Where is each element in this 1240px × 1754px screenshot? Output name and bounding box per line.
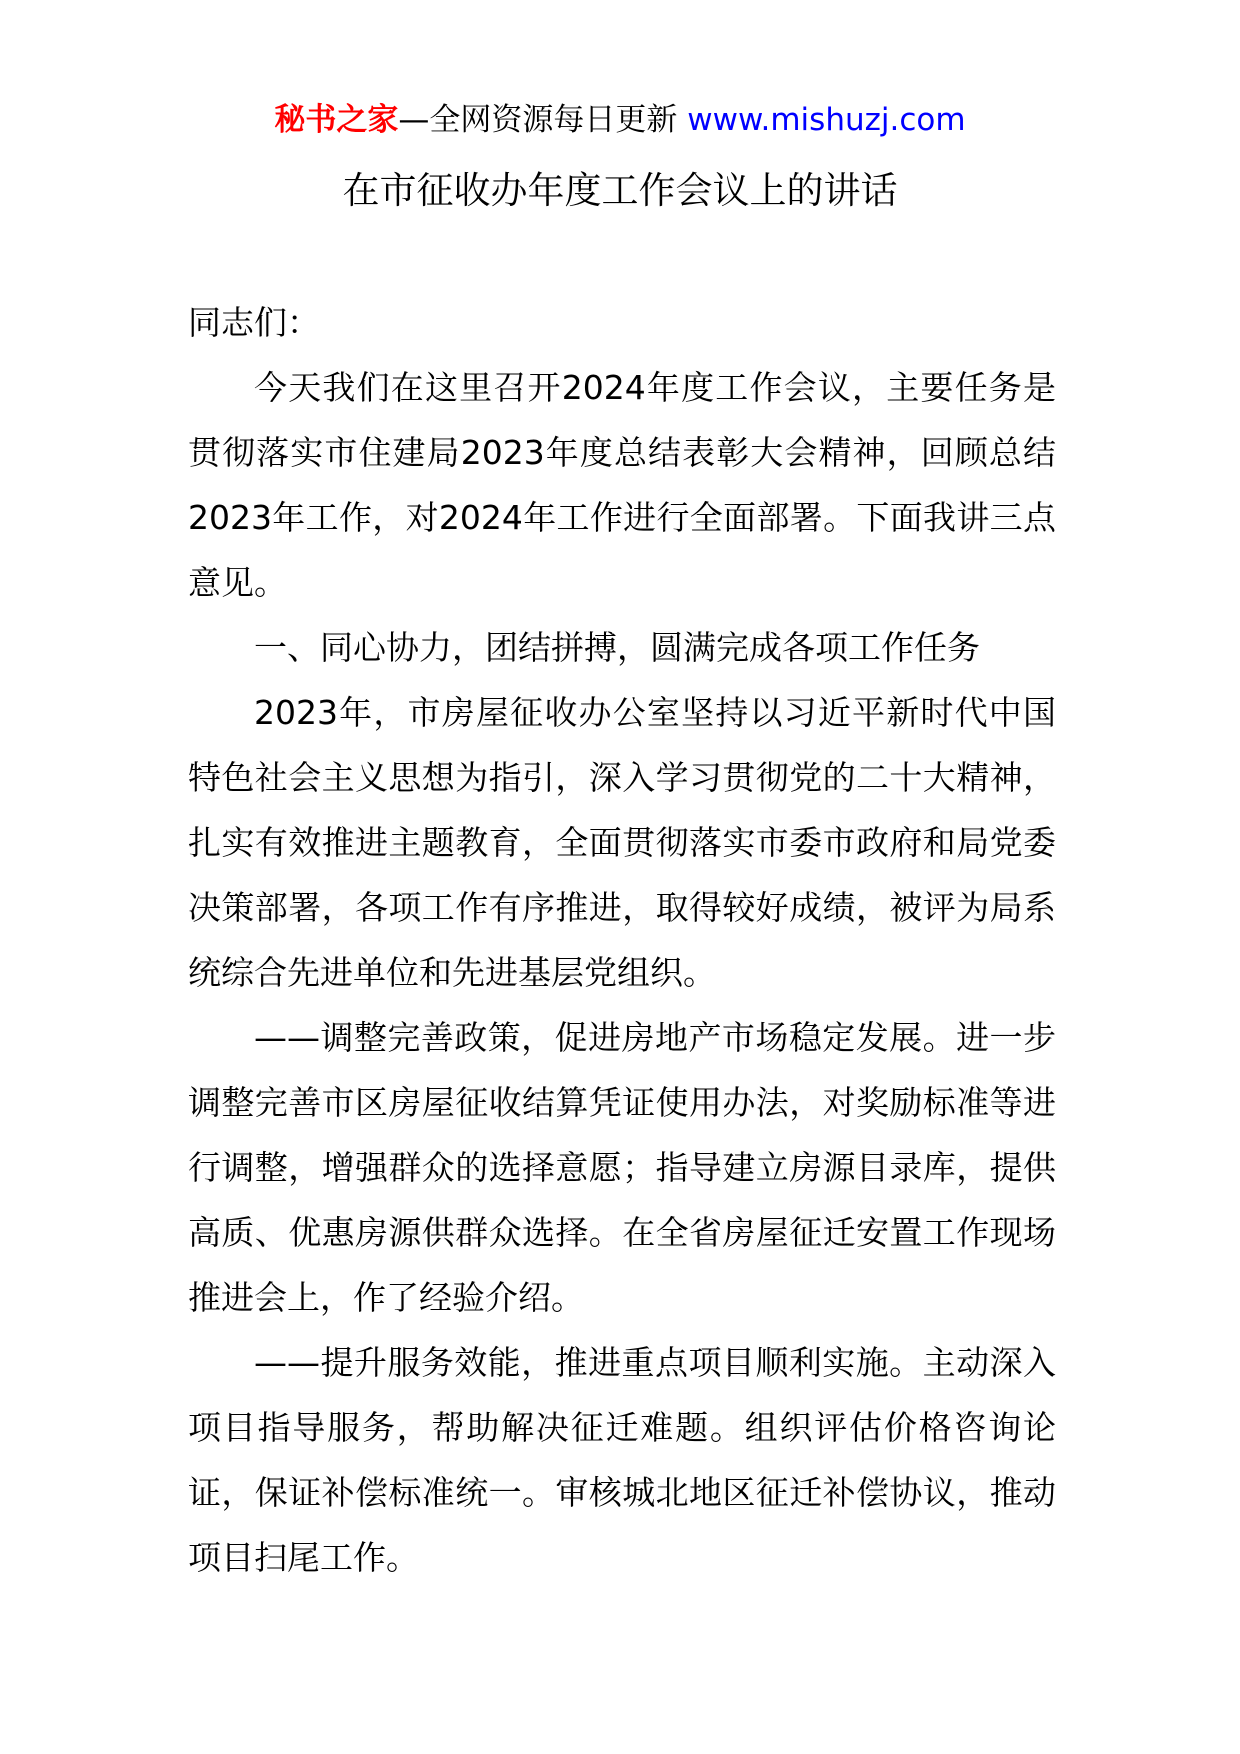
section-heading-1: 一、同心协力，团结拼搏，圆满完成各项工作任务 bbox=[254, 628, 980, 667]
site-header bbox=[0, 98, 1240, 142]
document-body bbox=[188, 290, 1056, 1590]
brand-name: 秘书之家 bbox=[274, 102, 399, 138]
paragraph-service: ——提升服务效能，推进重点项目顺利实施。主动深入项目指导服务，帮助解决征迁难题。组织评估价格咨询论证，保证补偿标准统一。审核城北地区征迁补偿协议，推动项目扫尾工作。 bbox=[188, 1343, 1056, 1577]
paragraph-intro: 今天我们在这里召开2024年度工作会议，主要任务是贯彻落实市住建局2023年度总结表彰大会精神，回顾总结2023年工作，对2024年工作进行全面部署。下面我讲三点意见。 bbox=[188, 368, 1056, 602]
salutation: 同志们： bbox=[188, 303, 320, 342]
header-slogan: —全网资源每日更新 bbox=[398, 102, 678, 138]
site-url-link[interactable]: www.mishuzj.com bbox=[687, 102, 966, 138]
document-title: 在市征收办年度工作会议上的讲话 bbox=[342, 169, 898, 212]
paragraph-policy: ——调整完善政策，促进房地产市场稳定发展。进一步调整完善市区房屋征收结算凭证使用办法，对奖励标准等进行调整，增强群众的选择意愿；指导建立房源目录库，提供高质、优惠房源供群众选择。在全省房屋征迁安置工作现场推进会上，作了经验介绍。 bbox=[188, 1018, 1056, 1317]
paragraph-summary-2023: 2023年，市房屋征收办公室坚持以习近平新时代中国特色社会主义思想为指引，深入学习贯彻党的二十大精神，扎实有效推进主题教育，全面贯彻落实市委市政府和局党委决策部署，各项工作有序推进，取得较好成绩，被评为局系统综合先进单位和先进基层党组织。 bbox=[188, 693, 1056, 992]
